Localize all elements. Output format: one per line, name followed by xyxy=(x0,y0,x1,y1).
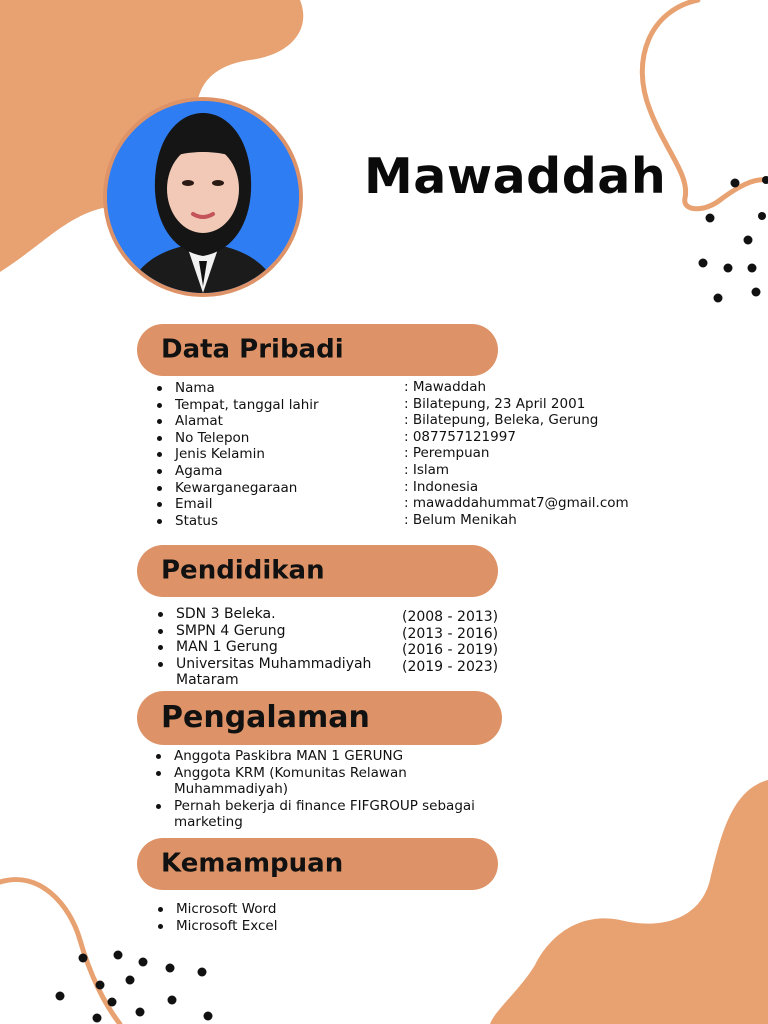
personal-label: Nama xyxy=(157,380,319,397)
education-list xyxy=(158,606,383,689)
personal-values-list xyxy=(404,379,629,528)
section-header-personal xyxy=(137,324,498,376)
education-years: (2008 - 2013) xyxy=(402,609,499,625)
dots-bottom-left xyxy=(56,951,213,1023)
experience-item: Pernah bekerja di finance FIFGROUP sebagai marketing xyxy=(156,798,506,831)
education-years-list xyxy=(402,609,498,675)
personal-value: : Perempuan xyxy=(404,445,490,462)
section-title-education: Pendidikan xyxy=(161,555,325,586)
skills-list xyxy=(158,901,278,934)
bottom-right-blob xyxy=(490,780,768,1024)
section-header-skills xyxy=(137,838,498,890)
skill-item: Microsoft Excel xyxy=(158,918,278,935)
personal-value: : Islam xyxy=(404,461,450,478)
personal-label: Alamat xyxy=(157,413,319,430)
section-title-skills: Kemampuan xyxy=(161,848,344,879)
skill-item: Microsoft Word xyxy=(158,901,278,918)
personal-email-value: : mawaddahummat7@gmail.com xyxy=(404,495,629,512)
personal-label: Status xyxy=(157,513,319,530)
personal-label: Jenis Kelamin xyxy=(157,446,319,463)
personal-label: No Telepon xyxy=(157,430,319,447)
personal-value: : 087757121997 xyxy=(404,428,516,445)
section-title-personal: Data Pribadi xyxy=(161,334,344,365)
dots-top-right xyxy=(699,176,768,303)
section-header-education xyxy=(137,545,498,597)
experience-item: Anggota Paskibra MAN 1 GERUNG xyxy=(156,748,506,765)
portrait-illustration xyxy=(107,101,299,293)
name-heading: Mawaddah xyxy=(364,148,667,205)
education-school: Universitas Muhammadiyah Mataram xyxy=(158,656,383,689)
experience-item: Anggota KRM (Komunitas Relawan Muhammadiyah) xyxy=(156,765,506,798)
education-years: (2013 - 2016) xyxy=(402,625,499,642)
education-years: (2019 - 2023) xyxy=(402,658,499,675)
personal-label: Kewarganegaraan xyxy=(157,480,319,497)
profile-photo xyxy=(103,97,303,297)
education-school: SDN 3 Beleka. xyxy=(158,606,383,623)
personal-value: : Belum Menikah xyxy=(404,511,517,528)
personal-value: : Bilatepung, Beleka, Gerung xyxy=(404,412,599,429)
education-school: MAN 1 Gerung xyxy=(158,639,383,656)
personal-label: Email xyxy=(157,496,319,513)
personal-label: Tempat, tanggal lahir xyxy=(157,397,319,414)
personal-value: : Indonesia xyxy=(404,478,479,495)
section-title-experience: Pengalaman xyxy=(161,699,370,735)
personal-value: : Bilatepung, 23 April 2001 xyxy=(404,395,586,412)
personal-label: Agama xyxy=(157,463,319,480)
experience-list xyxy=(156,748,506,831)
bottom-left-arc xyxy=(0,880,120,1024)
personal-value: : Mawaddah xyxy=(404,379,487,395)
section-header-experience xyxy=(137,691,502,745)
education-years: (2016 - 2019) xyxy=(402,642,499,659)
personal-labels-list xyxy=(157,380,319,529)
education-school: SMPN 4 Gerung xyxy=(158,623,383,640)
